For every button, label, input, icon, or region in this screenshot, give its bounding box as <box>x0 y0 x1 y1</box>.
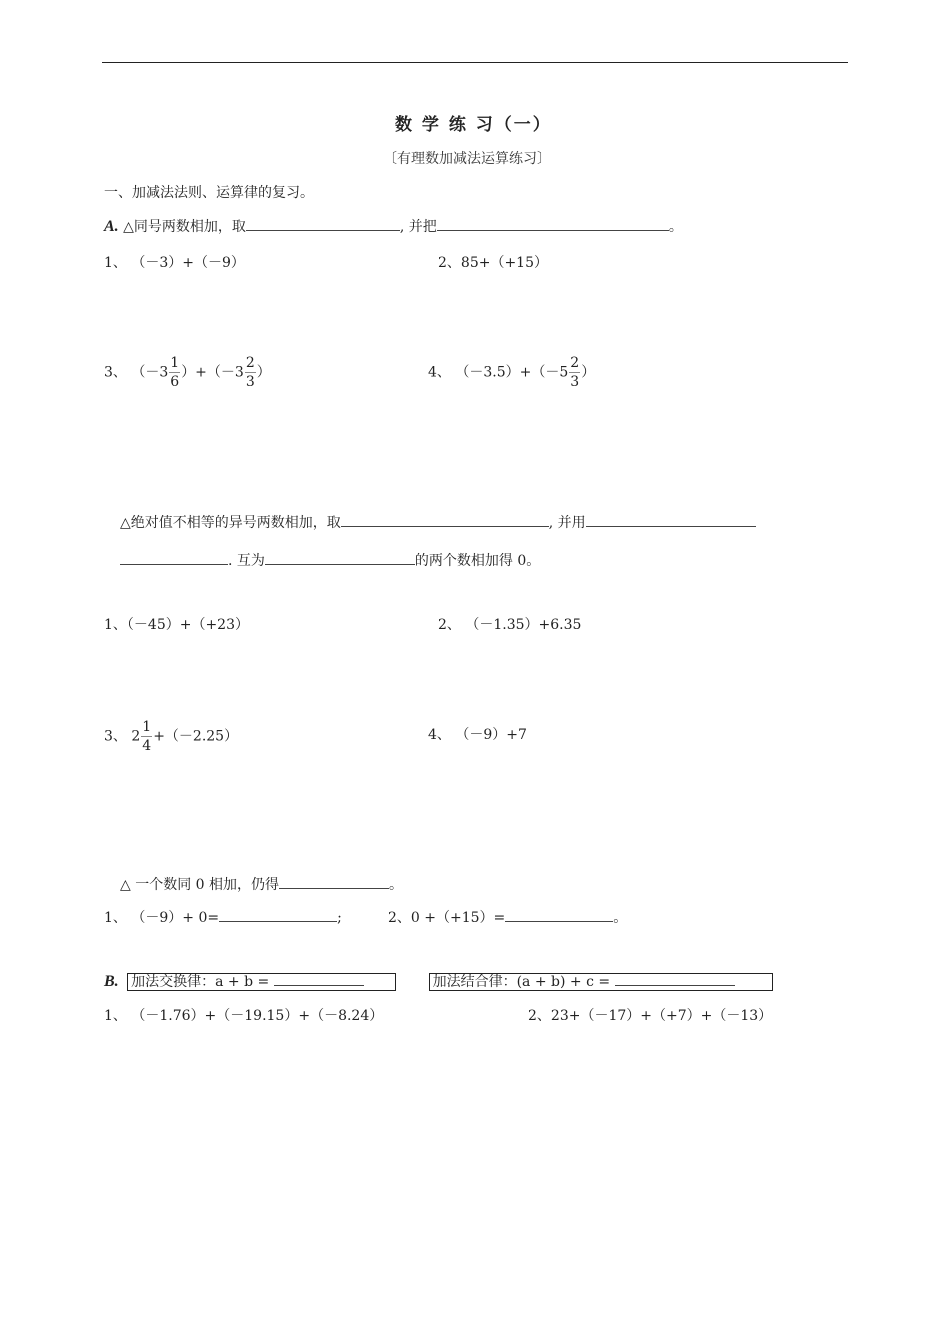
header-rule <box>102 62 848 63</box>
part-a2-rule-text4: 的两个数相加得 0。 <box>414 553 541 569</box>
fraction-denominator: 6 <box>170 374 180 390</box>
part-b-question-2: 2、23+（－17）+（+7）+（－13） <box>528 1008 773 1024</box>
part-a3-q2-answer-blank[interactable] <box>505 909 613 922</box>
part-a3-question-2 <box>388 909 627 925</box>
part-a2-q3-prefix: 3、 2 <box>104 728 141 745</box>
part-a3-q1-end: ; <box>337 910 342 926</box>
part-a-question-2: 2、85+（+15） <box>438 255 548 271</box>
part-a2-blank-2[interactable] <box>586 514 756 527</box>
part-a2-q3-fraction <box>141 720 152 753</box>
part-a2-blank-1[interactable] <box>341 514 549 527</box>
part-a-q4-fraction <box>569 356 580 389</box>
part-a3-rule-text: △ 一个数同 0 相加，仍得 <box>120 877 280 893</box>
commutative-law-blank[interactable] <box>274 975 364 986</box>
part-a-q4-end: ） <box>581 364 596 381</box>
fraction-numerator: 1 <box>170 355 180 371</box>
fraction-denominator: 3 <box>570 374 580 390</box>
associative-law-label: 加法结合律：(a + b) + c = <box>432 974 611 990</box>
part-a3-q1-text: 1、 （－9）+ 0= <box>104 910 220 926</box>
part-a2-blank-3[interactable] <box>120 552 228 565</box>
part-a3-rule <box>120 876 403 892</box>
part-a2-question-1: 1、（－45）+（+23） <box>104 617 249 633</box>
fraction-numerator: 2 <box>245 355 255 371</box>
part-a2-rule-line2 <box>120 552 540 568</box>
commutative-law-label: 加法交换律：a + b = <box>131 974 270 990</box>
part-a-rule <box>104 218 683 235</box>
part-a-q3-fraction-1 <box>169 356 180 389</box>
part-a-rule-end: 。 <box>668 219 683 235</box>
fraction-denominator: 3 <box>245 374 255 390</box>
fraction-numerator: 2 <box>570 355 580 371</box>
part-a-q3-mid: ）+（－3 <box>181 364 244 381</box>
part-a-question-3 <box>104 356 271 389</box>
fraction-denominator: 4 <box>142 738 152 754</box>
section-heading: 一、加减法法则、运算律的复习。 <box>104 185 314 201</box>
part-a-question-4 <box>428 356 595 389</box>
part-a-q4-prefix: 4、 （－3.5）+（－5 <box>428 364 569 381</box>
associative-law-box <box>429 973 773 991</box>
part-a2-question-4: 4、 （－9）+7 <box>428 727 527 743</box>
part-a3-q1-answer-blank[interactable] <box>219 909 337 922</box>
part-a-blank-2[interactable] <box>437 218 669 231</box>
part-b-question-1: 1、 （－1.76）+（－19.15）+（－8.24） <box>104 1008 384 1024</box>
part-b-letter: B. <box>104 973 119 990</box>
part-a-blank-1[interactable] <box>246 218 400 231</box>
part-a-q3-prefix: 3、 （－3 <box>104 364 169 381</box>
part-a3-q2-end: 。 <box>613 910 628 926</box>
part-a2-question-2: 2、 （－1.35）+6.35 <box>438 617 582 633</box>
part-a3-rule-end: 。 <box>389 877 404 893</box>
part-a-letter: A. <box>104 218 119 235</box>
part-a2-rule-text2: , 并用 <box>548 515 586 531</box>
page-subtitle: 〔有理数加减法运算练习〕 <box>383 151 551 167</box>
part-a2-question-3 <box>104 720 238 753</box>
part-a-q3-fraction-2 <box>245 356 256 389</box>
part-a3-blank[interactable] <box>279 876 389 889</box>
part-a-rule-text1: △同号两数相加，取 <box>123 219 246 235</box>
part-a-question-1: 1、 （－3）+（－9） <box>104 255 245 271</box>
page-title: 数 学 练 习（一） <box>395 115 552 135</box>
associative-law-blank[interactable] <box>615 975 735 986</box>
part-a2-q3-end: +（－2.25） <box>153 728 239 745</box>
part-a-rule-text2: , 并把 <box>399 219 437 235</box>
part-a2-rule-text3: . 互为 <box>228 553 265 569</box>
part-a3-q2-text: 2、0 +（+15）= <box>388 910 506 926</box>
part-b-laws <box>104 973 773 991</box>
part-a-q3-end: ） <box>256 364 271 381</box>
fraction-numerator: 1 <box>142 719 152 735</box>
part-a2-rule-text1: △绝对值不相等的异号两数相加，取 <box>120 515 341 531</box>
part-a3-question-1 <box>104 909 342 925</box>
part-a2-rule-line1 <box>120 514 756 530</box>
commutative-law-box <box>127 973 396 991</box>
part-a2-blank-4[interactable] <box>265 552 415 565</box>
